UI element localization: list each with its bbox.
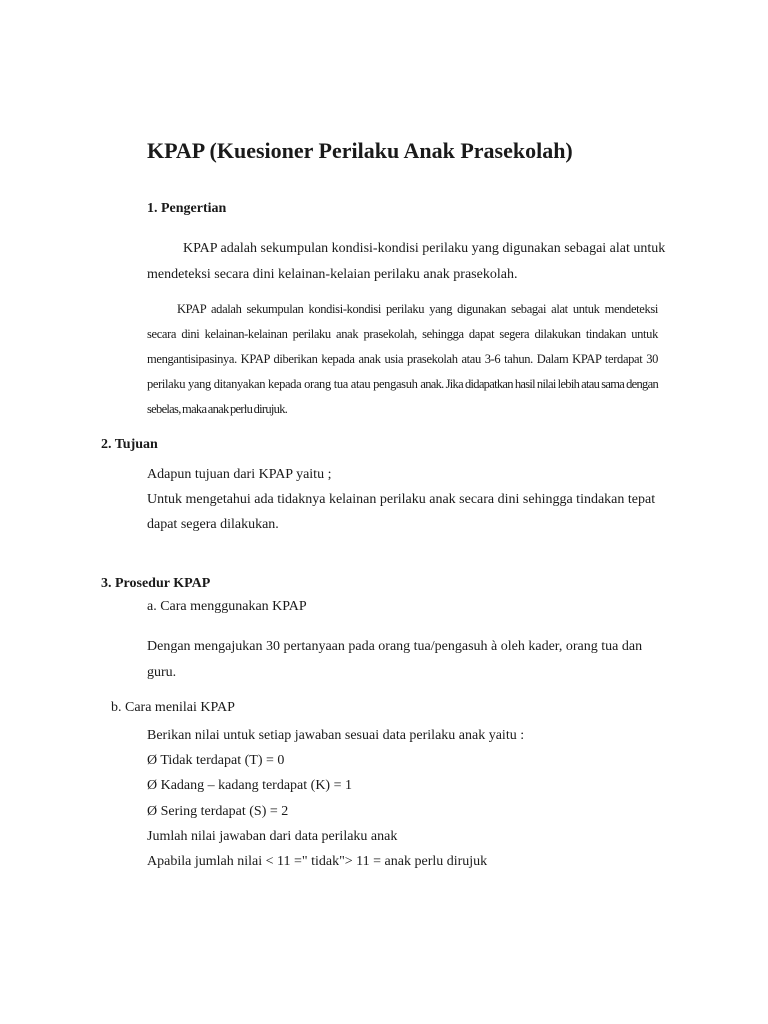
paragraph-definition-long: [147, 297, 658, 422]
scoring-threshold: Apabila jumlah nilai < 11 =" tidak"> 11 = anak perlu dirujuk: [147, 854, 488, 870]
scoring-list: [147, 723, 687, 874]
scoring-item-kadang: Ø Kadang – kadang terdapat (K) = 1: [147, 778, 352, 794]
scoring-total: Jumlah nilai jawaban dari data perilaku anak: [147, 828, 398, 844]
paragraph-definition-short: KPAP adalah sekumpulan kondisi-kondisi perilaku yang digunakan sebagai alat untuk mendeteksi secara dini kelainan-kelaian perilaku anak prasekolah.: [147, 241, 666, 282]
paragraph-cara-menggunakan: Dengan mengajukan 30 pertanyaan pada orang tua/pengasuh à oleh kader, orang tua dan guru.: [147, 639, 643, 680]
section-heading-prosedur: 3. Prosedur KPAP: [101, 576, 211, 591]
tujuan-content: [147, 462, 667, 537]
scoring-item-tidak: Ø Tidak terdapat (T) = 0: [147, 753, 285, 769]
paragraph-definition-long-main: KPAP adalah sekumpulan kondisi-kondisi perilaku yang digunakan sebagai alat untuk mendeteksi secara dini kelainan-kelainan perilaku anak prasekolah, sehingga dapat segera dilakukan tindakan untuk mengantisipasinya. KPAP diberikan kepada anak usia prasekolah atau 3-6 tahun. Dalam KPAP terdapat 30 perilaku yang ditanyakan kepada orang tua atau pengasuh: [147, 302, 658, 391]
section-heading-pengertian: 1. Pengertian: [147, 201, 227, 216]
paragraph-definition-long-end: anak. Jika didapatkan hasil nilai lebih atau sama dengan sebelas, maka anak perlu dirujuk.: [147, 377, 659, 416]
tujuan-intro: Adapun tujuan dari KPAP yaitu ;: [147, 467, 332, 482]
scoring-instruction: Berikan nilai untuk setiap jawaban sesuai data perilaku anak yaitu :: [147, 728, 525, 743]
document-title: KPAP (Kuesioner Perilaku Anak Prasekolah): [147, 138, 573, 163]
tujuan-text: Untuk mengetahui ada tidaknya kelainan perilaku anak secara dini sehingga tindakan tepat dapat segera dilakukan.: [147, 492, 656, 532]
section-heading-tujuan: 2. Tujuan: [101, 437, 158, 452]
subheading-cara-menggunakan: a. Cara menggunakan KPAP: [147, 599, 307, 614]
scoring-item-sering: Ø Sering terdapat (S) = 2: [147, 803, 289, 819]
subheading-cara-menilai: b. Cara menilai KPAP: [111, 700, 235, 715]
